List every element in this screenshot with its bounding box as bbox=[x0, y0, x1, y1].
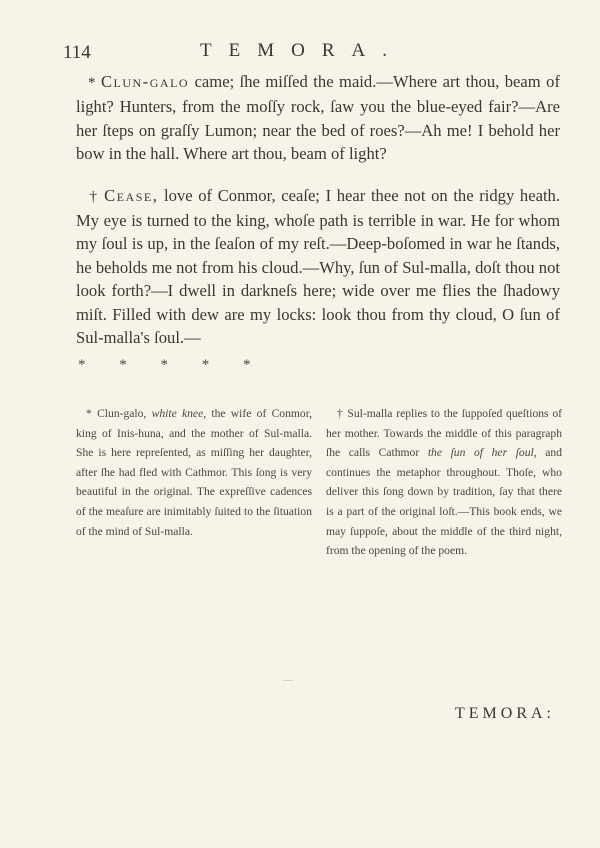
section-break-asterisks: * * * * * bbox=[78, 357, 251, 373]
running-title: TEMORA. bbox=[200, 40, 404, 61]
footnote-text: the wife of Conmor, king of Inis-huna, and the mother of Sul-malla. She is here repreſented, as miſſing her daughter, after ſhe had fled with Cathmor. This ſong is very beautiful in the original. The expreſſive cadences of the meaſure are inimitably ſuited to the ſituation of the mind of Sul-malla. bbox=[76, 407, 313, 538]
footnote-marker-asterisk: * bbox=[88, 75, 96, 91]
lead-word: Cease, bbox=[104, 185, 159, 205]
footnote-italic: white knee, bbox=[151, 407, 207, 420]
catchword: TEMORA: bbox=[455, 705, 555, 722]
paragraph-sul-malla bbox=[76, 184, 560, 350]
footnote-clun-galo bbox=[76, 404, 312, 541]
footnote-marker: * bbox=[86, 407, 92, 420]
footnote-marker: † bbox=[336, 407, 344, 420]
page-header bbox=[63, 40, 563, 66]
footnote-italic: the ſun of her ſoul, bbox=[427, 446, 537, 460]
paragraph-text: came; ſhe miſſed the maid.—Where art thou, beam of light? Hunters, from the moſſy rock, ſaw you the blue-eyed fair?—Are her ſteps on graſſy Lumon; near the bed of roes?—Ah me! I behold her bow in the hall. Where art thou, beam of light? bbox=[76, 72, 560, 164]
paragraph-text: love of Conmor, ceaſe; I hear thee not on the ridgy heath. My eye is turned to the king, whoſe path is terrible in war. He for whom my ſoul is up, in the ſeaſon of my reſt.—Deep-boſomed in war he ſtands, he beholds me not from his cloud.—Why, ſun of Sul-malla, doſt thou not look forth?—I dwell in darkneſs here; wide over me flies the ſhadowy miſt. Filled with dew are my locks: look thou from thy cloud, O ſun of Sul-malla's ſoul.— bbox=[76, 185, 560, 348]
speaker-name: Clun-galo bbox=[100, 72, 190, 91]
main-text bbox=[76, 70, 560, 349]
page-number: 114 bbox=[63, 42, 91, 63]
footnote-text: and continues the metaphor throughout. Thoſe, who deliver this ſong down by tradition, ſay that there is a part of the original loſt.—This book ends, we may ſuppoſe, about the middle of the third night, from the opening of the poem. bbox=[326, 446, 562, 558]
paper-blemish bbox=[283, 680, 293, 681]
paragraph-clun-galo bbox=[76, 70, 560, 166]
footnote-sul-malla bbox=[326, 404, 562, 561]
footnote-text: Clun-galo, bbox=[97, 407, 147, 420]
footnotes bbox=[76, 404, 562, 574]
footnote-marker-dagger: † bbox=[88, 188, 99, 205]
footnote-text: Sul-malla replies to the ſuppoſed queſtions of her mother. Towards the middle of this paragraph ſhe calls Cathmor bbox=[326, 407, 563, 460]
